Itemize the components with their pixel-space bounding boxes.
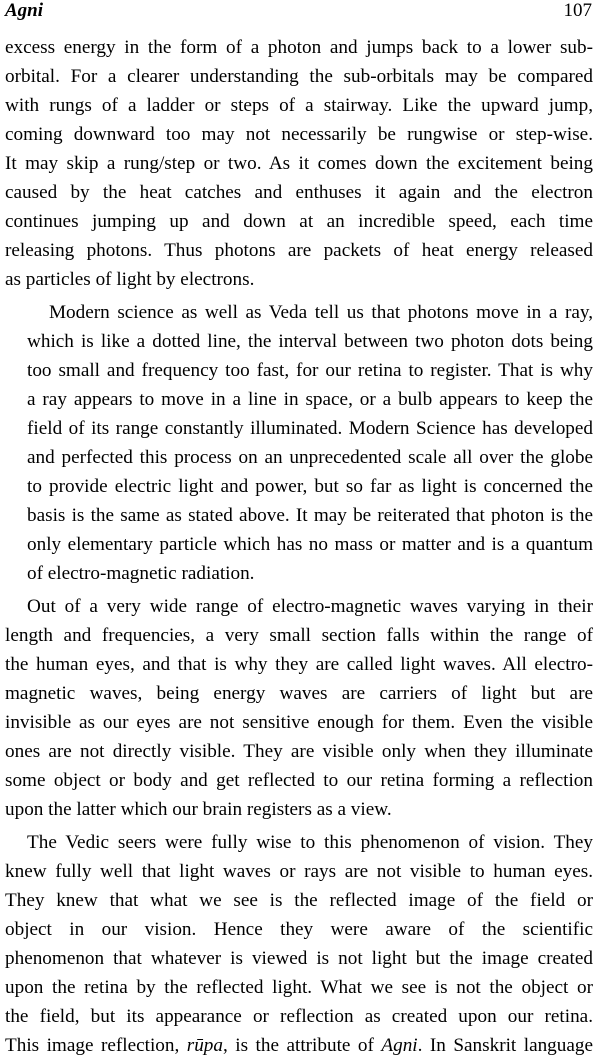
text-line: magnetic waves, being energy waves are carriers of light but are — [5, 683, 593, 704]
text-line: a ray appears to move in a line in space, or a bulb appears to keep the — [27, 389, 593, 410]
text-line: invisible as our eyes are not sensitive enough for them. Even the visible — [5, 712, 593, 733]
text-line: continues jumping up and down at an incredible speed, each time — [5, 211, 593, 232]
text-line: upon the retina by the reflected light. What we see is not the object or — [5, 977, 593, 998]
page-number: 107 — [563, 0, 592, 21]
text-line: some object or body and get reflected to our retina forming a reflection — [5, 770, 593, 791]
body-text — [5, 33, 593, 1060]
text-line: knew fully well that light waves or rays are not visible to human eyes. — [5, 861, 593, 882]
text-line: with rungs of a ladder or steps of a stairway. Like the upward jump, — [5, 95, 593, 116]
text-line: the human eyes, and that is why they are called light waves. All electro- — [5, 654, 593, 675]
text-line: basis is the same as stated above. It may be reiterated that photon is the — [27, 505, 593, 526]
page-header — [5, 0, 592, 24]
term-agni: Agni — [381, 1035, 418, 1056]
paragraph-2 — [5, 298, 593, 588]
text-line: only elementary particle which has no mass or matter and is a quantum — [27, 534, 593, 555]
text-line: caused by the heat catches and enthuses it again and the electron — [5, 182, 593, 203]
paragraph-3 — [5, 592, 593, 824]
text-line: too small and frequency too fast, for our retina to register. That is why — [27, 360, 593, 381]
text-line: Out of a very wide range of electro-magnetic waves varying in their — [27, 596, 593, 617]
text-line: object in our vision. Hence they were aware of the scientific — [5, 919, 593, 940]
text-run: , is the attribute of — [223, 1035, 382, 1056]
text-line: as particles of light by electrons. — [5, 269, 255, 290]
text-line: upon the latter which our brain registers as a view. — [5, 799, 392, 820]
text-line: ones are not directly visible. They are visible only when they illuminate — [5, 741, 593, 762]
text-run: . In Sanskrit language — [417, 1035, 593, 1056]
text-line: field of its range constantly illuminated. Modern Science has developed — [27, 418, 593, 439]
text-line: the field, but its appearance or reflection as created upon our retina. — [5, 1006, 593, 1027]
text-line-final — [5, 1031, 593, 1060]
text-line: phenomenon that whatever is viewed is not light but the image created — [5, 948, 593, 969]
text-line: to provide electric light and power, but so far as light is concerned the — [27, 476, 593, 497]
text-line: and perfected this process on an unprecedented scale all over the globe — [27, 447, 593, 468]
text-line: releasing photons. Thus photons are packets of heat energy released — [5, 240, 593, 261]
text-line: coming downward too may not necessarily be rungwise or step-wise. — [5, 124, 593, 145]
running-head: Agni — [5, 0, 44, 21]
text-line: of electro-magnetic radiation. — [27, 563, 255, 584]
paragraph-1 — [5, 33, 593, 294]
text-line: orbital. For a clearer understanding the sub-orbitals may be compared — [5, 66, 593, 87]
text-line: It may skip a rung/step or two. As it comes down the excitement being — [5, 153, 593, 174]
text-line: length and frequencies, a very small section falls within the range of — [5, 625, 593, 646]
text-run: This image reflection, — [5, 1035, 187, 1056]
paragraph-4 — [5, 828, 593, 1060]
text-line: excess energy in the form of a photon and jumps back to a lower sub- — [5, 37, 593, 58]
text-line: which is like a dotted line, the interval between two photon dots being — [27, 331, 593, 352]
term-rupa: rūpa — [186, 1035, 223, 1056]
text-line: They knew that what we see is the reflected image of the field or — [5, 890, 593, 911]
text-line: The Vedic seers were fully wise to this phenomenon of vision. They — [27, 832, 593, 853]
text-line: Modern science as well as Veda tell us that photons move in a ray, — [49, 302, 593, 323]
